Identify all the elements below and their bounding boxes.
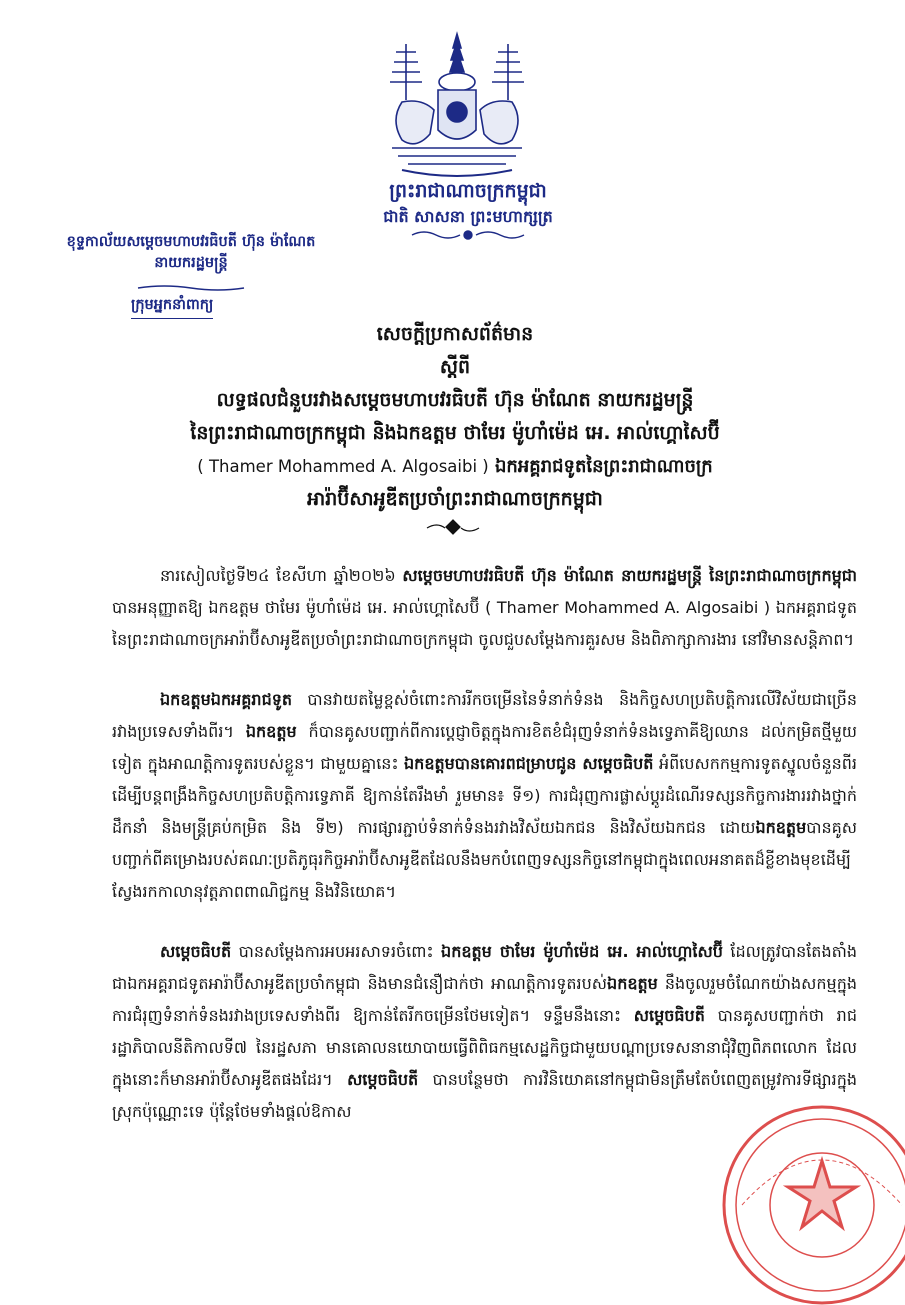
royal-coat-of-arms-icon bbox=[372, 30, 542, 180]
p2-text-d: ក៏បានគូសបញ្ជាក់ពីការប្តេជ្ញាចិត្តក្នុងការខិតខំជំរុញទំនាក់ទំនងទ្វេភាគីឱ្យឈាន ដល់កម្រិតថ្មីមួយទៀត ក្នុងអាណត្តិការទូតរបស់ខ្លួន។ ជាមួយគ្នានេះ bbox=[112, 722, 857, 773]
p3-bold-g: សម្តេចធិបតី bbox=[633, 1006, 705, 1025]
p2-bold-g: ឯកឧត្តម bbox=[755, 818, 807, 837]
headline-line-3: លទ្ធផលជំនួបរវាងសម្តេចមហាបវរធិបតី ហ៊ុន ម៉ាណែត នាយករដ្ឋមន្ត្រី bbox=[216, 389, 694, 411]
p2-text-h: បានគូសបញ្ជាក់ពីគម្រោងរបស់គណៈប្រតិភូធុរកិច្ចអារ៉ាប៊ីសាអូឌីតដែលនឹងមកបំពេញទស្សនកិច្ចនៅកម្ពុជាក្នុងពេលអនាគតដ៏ខ្លីខាងមុខដើម្បីស្វែងរកកាលានុវត្តភាពពាណិជ្ជកម្ម និងវិនិយោគ។ bbox=[112, 818, 857, 901]
office-header bbox=[26, 232, 356, 292]
divider-ornament-icon bbox=[136, 284, 246, 292]
official-seal-stamp bbox=[712, 1095, 905, 1305]
paragraph-1 bbox=[112, 560, 857, 656]
kingdom-name: ព្រះរាជាណាចក្រកម្ពុជា bbox=[389, 180, 547, 202]
separator-ornament-icon bbox=[425, 519, 481, 535]
p2-text-f: អំពីបេសកកម្មការទូតស្នូលចំនួនពីរ ដើម្បីបន្តពង្រឹងកិច្ចសហប្រតិបត្តិការទ្វេភាគី ឱ្យកាន់តែរឹងមាំ រួមមាន៖ ទី១) ការជំរុញការផ្លាស់ប្តូរដំណើរទស្សនកិច្ចការងាររវាងថ្នាក់ដឹកនាំ និងមន្ត្រីគ្រប់កម្រិត និង ទី២) ការផ្សារភ្ជាប់ទំនាក់ទំនងរវាងវិស័យឯកជន និងវិស័យឯកជន ដោយ bbox=[112, 754, 857, 837]
office-name: ខុទ្ទកាល័យសម្តេចមហាបវរធិបតី ហ៊ុន ម៉ាណែត bbox=[66, 234, 316, 250]
headline-latin-name: ( Thamer Mohammed A. Algosaibi ) bbox=[197, 457, 489, 476]
spokesperson-team: ក្រុមអ្នកនាំពាក្យ bbox=[131, 296, 213, 319]
motto-ornament-icon bbox=[408, 228, 528, 242]
headline-line-4: នៃព្រះរាជាណាចក្រកម្ពុជា និងឯកឧត្តម ថាមែរ ម៉ូហាំម៉េដ អេ. អាល់ហ្គោសៃប៊ី bbox=[190, 422, 720, 444]
p3-bold-i: សម្តេចធិបតី bbox=[347, 1070, 419, 1089]
p3-text-d: ដែលត្រូវបានតែងតាំងជាឯកអគ្គរាជទូតអារ៉ាប៊ីសាអូឌីតប្រចាំកម្ពុជា និងមានជំនឿជាក់ថា អាណត្តិការទូតរបស់ bbox=[112, 942, 858, 993]
national-motto: ជាតិ សាសនា ព្រះមហាក្សត្រ bbox=[383, 207, 553, 226]
headline-line-5-khmer: ឯកអគ្គរាជទូតនៃព្រះរាជាណាចក្រ bbox=[488, 456, 713, 477]
kingdom-header bbox=[368, 178, 568, 242]
p3-text-f: នឹងចូលរួមចំណែកយ៉ាងសកម្មក្នុងការជំរុញទំនាក់ទំនងរវាងប្រទេសទាំងពីរ ឱ្យកាន់តែរីកចម្រើនថែមទៀត។ ទន្ទឹមនឹងនោះ bbox=[112, 974, 858, 1025]
p3-text-b: បានសម្តែងការអបអរសាទរចំពោះ bbox=[231, 942, 442, 961]
p2-bold-c: ឯកឧត្តម bbox=[245, 722, 297, 741]
headline-line-5 bbox=[60, 450, 850, 483]
p2-bold-a: ឯកឧត្តមឯកអគ្គរាជទូត bbox=[160, 690, 293, 709]
headline-title: សេចក្តីប្រកាសព័ត៌មាន bbox=[376, 323, 534, 345]
p3-text-j: បានបន្ថែមថា ការវិនិយោគនៅកម្ពុជាមិនត្រឹមតែបំពេញតម្រូវការទីផ្សារក្នុងស្រុកប៉ុណ្ណោះទេ ប៉ុន្តែថែមទាំងផ្តល់ឱកាស bbox=[112, 1070, 858, 1121]
headline-subject-label: ស្តីពី bbox=[439, 356, 471, 378]
press-release-body bbox=[112, 560, 857, 1156]
p2-bold-e: ឯកឧត្តមបានគោរពជម្រាបជូន សម្តេចធិបតី bbox=[404, 754, 654, 773]
p1-text-c: បានអនុញ្ញាតឱ្យ ឯកឧត្តម ថាមែរ ម៉ូហាំម៉េដ អេ. អាល់ហ្គោសៃប៊ី ( Thamer Mohammed A. Algosaibi ) ឯកអគ្គរាជទូតនៃព្រះរាជាណាចក្រអារ៉ាប៊ីសាអូឌីតប្រចាំព្រះរាជាណាចក្រកម្ពុជា ចូលជួបសម្តែងការគួរសម និងពិភាក្សាការងារ នៅវិមានសន្តិភាព។ bbox=[112, 598, 857, 649]
p1-text-a: នារសៀលថ្ងៃទី២៤ ខែសីហា ឆ្នាំ២០២៦ bbox=[160, 566, 403, 585]
p3-bold-a: សម្តេចធិបតី bbox=[160, 942, 232, 961]
p3-bold-e: ឯកឧត្តម bbox=[607, 974, 658, 993]
p3-bold-c: ឯកឧត្តម ថាមែរ ម៉ូហាំម៉េដ អេ. អាល់ហ្គោសៃប៊ី bbox=[441, 942, 723, 961]
headline-line-6: អារ៉ាប៊ីសាអូឌីតប្រចាំព្រះរាជាណាចក្រកម្ពុជា bbox=[307, 488, 603, 510]
office-title: នាយករដ្ឋមន្ត្រី bbox=[154, 255, 228, 271]
p3-text-h: បានគូសបញ្ជាក់ថា រាជរដ្ឋាភិបាលនីតិកាលទី៧ នៃរដ្ឋសភា មានគោលនយោបាយធ្វើពិពិធកម្មសេដ្ឋកិច្ចជាមួយបណ្តាប្រទេសនានាជុំវិញពិភពលោក ដែលក្នុងនោះក៏មានអារ៉ាប៊ីសាអូឌីតផងដែរ។ bbox=[112, 1006, 857, 1089]
p1-bold: សម្តេចមហាបវរធិបតី ហ៊ុន ម៉ាណែត នាយករដ្ឋមន្ត្រី នៃព្រះរាជាណាចក្រកម្ពុជា bbox=[402, 566, 857, 585]
p2-text-b: បានវាយតម្លៃខ្ពស់ចំពោះការរីកចម្រើននៃទំនាក់ទំនង និងកិច្ចសហប្រតិបត្តិការលើវិស័យជាច្រើនរវាងប្រទេសទាំងពីរ។ bbox=[112, 690, 857, 741]
paragraph-2 bbox=[112, 684, 857, 908]
headline bbox=[60, 318, 850, 516]
